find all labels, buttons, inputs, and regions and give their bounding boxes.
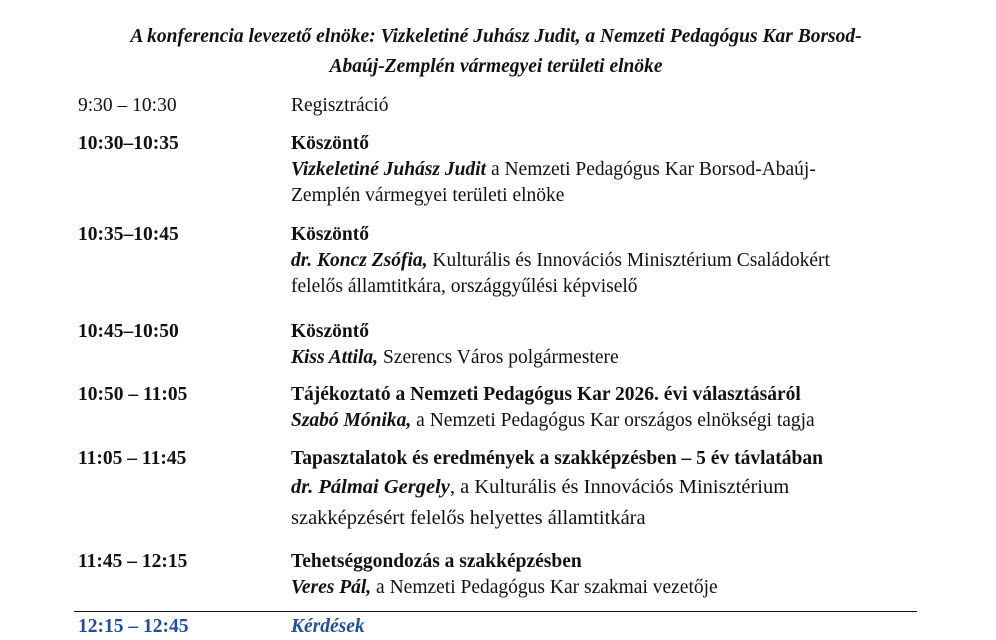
session-title: Köszöntő — [291, 321, 369, 342]
session-content — [291, 93, 921, 119]
session-title: Köszöntő — [291, 133, 369, 154]
speaker-role-continued: Zemplén vármegyei területi elnöke — [291, 185, 565, 206]
session-content — [291, 549, 921, 601]
session-title: Tájékoztató a Nemzeti Pedagógus Kar 2026. évi választásáról — [291, 384, 801, 405]
speaker-line — [291, 575, 921, 601]
speaker-role: a Nemzeti Pedagógus Kar országos elnökségi tagja — [411, 410, 815, 431]
speaker-line — [291, 157, 921, 183]
session-title: Tehetséggondozás a szakképzésben — [291, 551, 582, 572]
schedule-row-partial — [78, 614, 928, 640]
time-slot: 10:35–10:45 — [78, 224, 179, 245]
speaker-name: Szabó Mónika, — [291, 410, 412, 431]
session-title: Tapasztalatok és eredmények a szakképzésben – 5 év távlatában — [291, 448, 823, 469]
speaker-name: Veres Pál, — [291, 577, 372, 598]
speaker-name: dr. Pálmai Gergely — [291, 476, 450, 498]
time-slot: 11:45 – 12:15 — [78, 551, 188, 572]
speaker-line — [291, 345, 921, 371]
speaker-role: a Nemzeti Pedagógus Kar szakmai vezetője — [371, 577, 718, 598]
speaker-role: Szerencs Város polgármestere — [378, 347, 619, 368]
session-content — [291, 319, 921, 371]
session-content — [291, 382, 921, 434]
header-line-2: Abaúj-Zemplén vármegyei területi elnöke — [329, 56, 663, 77]
speaker-role: a Nemzeti Pedagógus Kar Borsod-Abaúj- — [486, 159, 816, 180]
time-slot: 10:50 – 11:05 — [78, 384, 188, 405]
time-slot: 9:30 – 10:30 — [78, 95, 177, 116]
session-content — [291, 446, 921, 534]
speaker-role: Kulturális és Innovációs Minisztérium Családokért — [427, 250, 830, 271]
time-slot: 12:15 – 12:45 — [78, 616, 189, 637]
speaker-name: dr. Koncz Zsófia, — [291, 250, 428, 271]
section-divider — [74, 611, 917, 612]
session-content — [291, 222, 921, 300]
header-line-1: A konferencia levezető elnöke: Vizkeletiné Juhász Judit, a Nemzeti Pedagógus Kar Borsod- — [130, 26, 862, 47]
time-slot: 10:30–10:35 — [78, 133, 179, 154]
speaker-role: , a Kulturális és Innovációs Minisztérium — [449, 476, 790, 498]
speaker-name: Kiss Attila, — [291, 347, 379, 368]
chair-header — [40, 22, 952, 82]
session-content — [291, 131, 921, 209]
speaker-line — [291, 248, 921, 274]
time-slot: 11:05 – 11:45 — [78, 448, 187, 469]
session-title: Köszöntő — [291, 224, 369, 245]
speaker-line — [291, 408, 921, 434]
time-slot: 10:45–10:50 — [78, 321, 179, 342]
speaker-line — [291, 472, 921, 503]
session-title: Kérdések — [291, 616, 365, 637]
session-title: Regisztráció — [291, 95, 389, 116]
speaker-role-continued: felelős államtitkára, országgyűlési képviselő — [291, 276, 638, 297]
speaker-name: Vizkeletiné Juhász Judit — [291, 159, 487, 180]
speaker-role-continued: szakképzésért felelős helyettes államtitkára — [291, 507, 646, 529]
